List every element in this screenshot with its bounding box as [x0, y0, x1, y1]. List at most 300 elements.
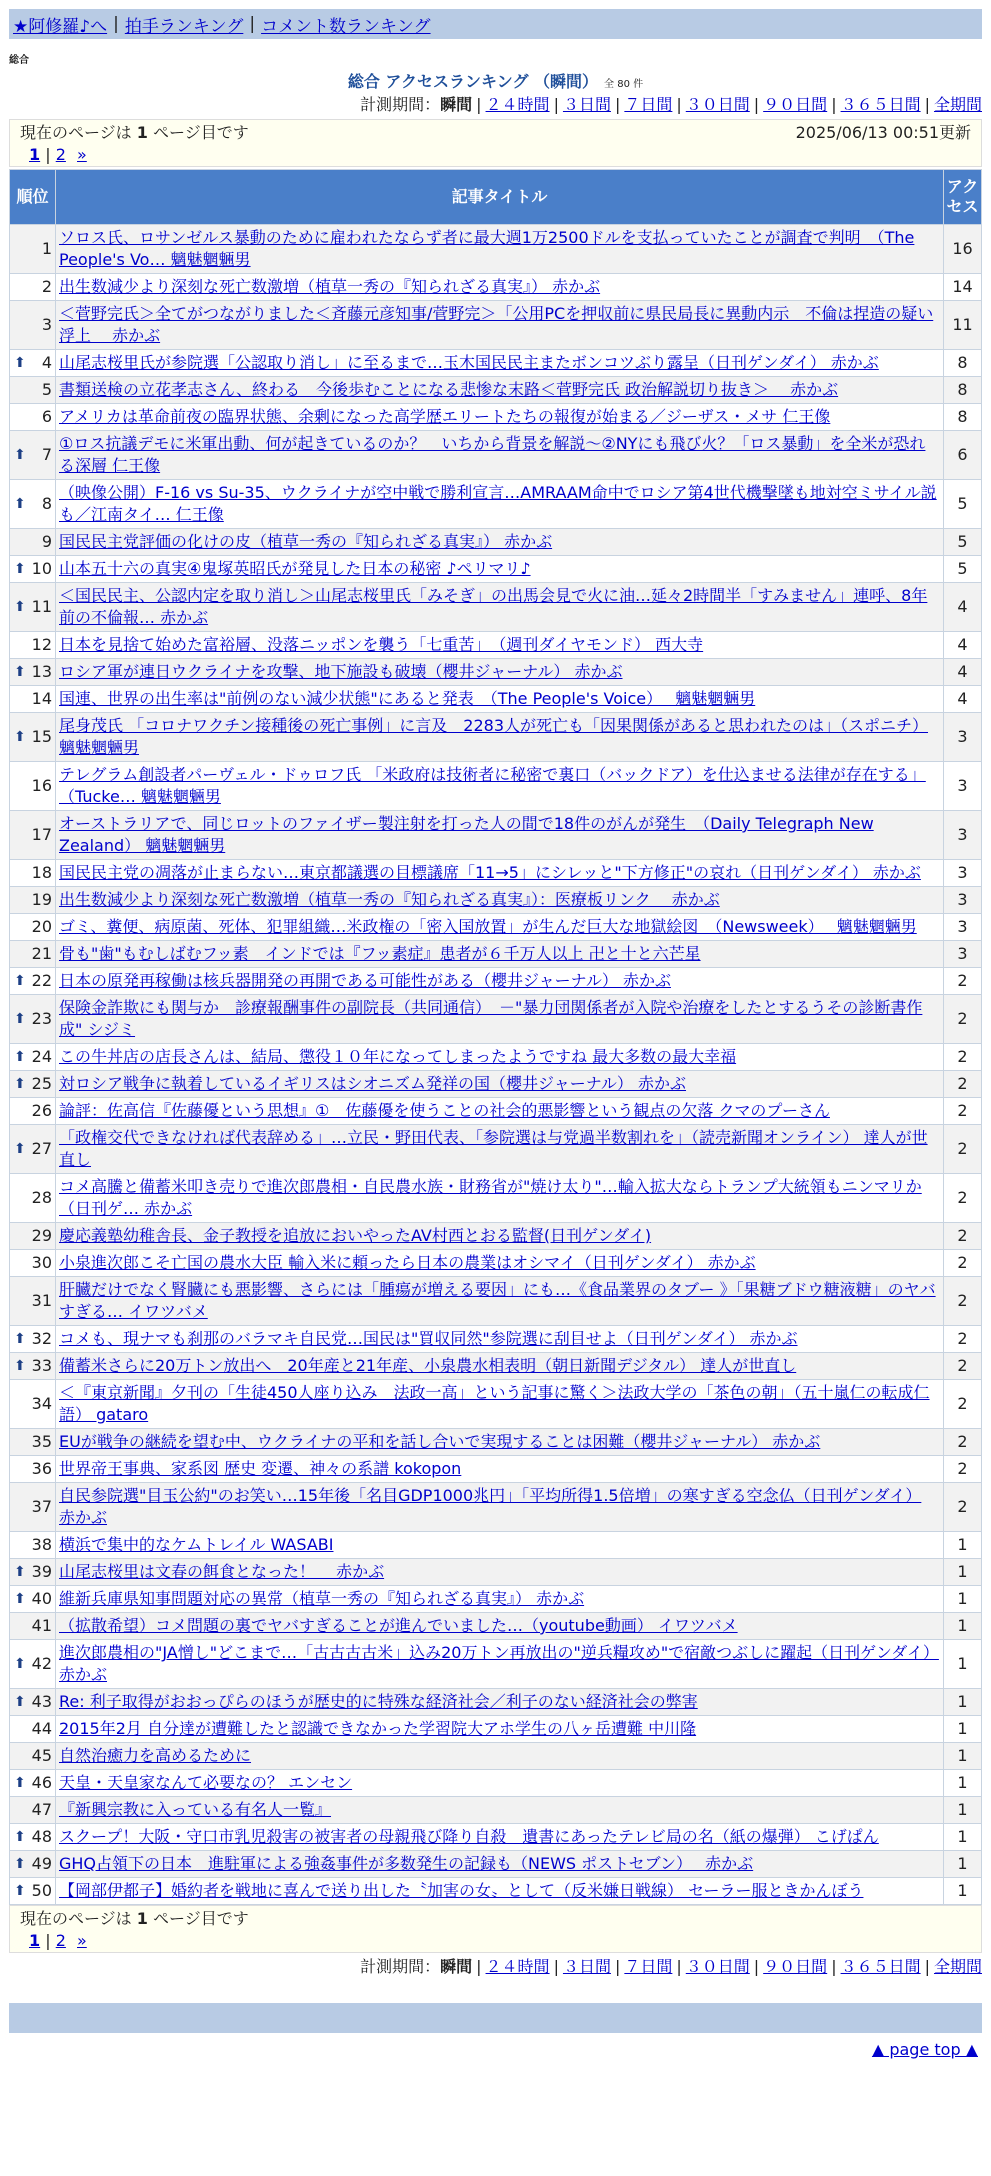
access-count: 3	[944, 941, 982, 968]
article-link[interactable]: 山尾志桜里氏が参院選「公認取り消し」に至るまで…玉木国民民主またボンコツぶり露呈（日刊ゲンダイ） 赤かぶ	[59, 353, 879, 372]
rank-cell	[10, 887, 56, 914]
up-arrow-icon: ⬆	[14, 1564, 26, 1580]
access-count: 2	[944, 1326, 982, 1353]
rank-number: 38	[31, 1535, 52, 1554]
next-page-link[interactable]: »	[77, 145, 87, 164]
access-count: 11	[944, 301, 982, 350]
table-row	[10, 1277, 982, 1326]
access-count: 8	[944, 377, 982, 404]
access-count: 1	[944, 1586, 982, 1613]
title-cell	[56, 686, 944, 713]
article-link[interactable]: 小泉進次郎こそ亡国の農水大臣 輸入米に頼ったら日本の農業はオシマイ（日刊ゲンダイ） 赤かぶ	[59, 1253, 756, 1272]
access-count: 5	[944, 529, 982, 556]
article-link[interactable]: 出生数減少より深刻な死亡数激増（植草一秀の『知られざる真実』）：医療板リンク 赤かぶ	[59, 890, 720, 909]
rank-cell	[10, 1770, 56, 1797]
access-count: 5	[944, 556, 982, 583]
access-count: 1	[944, 1770, 982, 1797]
table-row	[10, 431, 982, 480]
table-row	[10, 1716, 982, 1743]
article-link[interactable]: 慶応義塾幼稚舎長、金子教授を追放においやったAV村西とおる監督(日刊ゲンダイ)	[59, 1226, 652, 1245]
article-link[interactable]: 肝臓だけでなく腎臓にも悪影響、さらには「腫瘍が増える要因」にも…《食品業界のタブー 》「果糖ブドウ糖液糖」のヤバすぎる… イワツバメ	[59, 1280, 936, 1321]
title-cell	[56, 1250, 944, 1277]
rank-cell	[10, 1586, 56, 1613]
rank-cell	[10, 1689, 56, 1716]
article-link[interactable]: 日本を見捨て始めた富裕層、没落ニッポンを襲う「七重苦」 （週刊ダイヤモンド） 西大寺	[59, 635, 704, 654]
top-nav-bar	[9, 9, 982, 39]
article-link[interactable]: 骨も"歯"もむしばむフッ素 インドでは『フッ素症』患者が６千万人以上 卍と十と六芒星	[59, 944, 701, 963]
rank-number: 49	[31, 1854, 52, 1873]
rank-number: 41	[31, 1616, 52, 1635]
rank-number: 2	[41, 277, 52, 296]
table-row	[10, 1483, 982, 1532]
title-cell	[56, 1071, 944, 1098]
article-link[interactable]: 『新興宗教に入っている有名人一覧』	[59, 1800, 332, 1819]
page-1-link[interactable]: 1	[29, 1931, 41, 1950]
access-count: 3	[944, 811, 982, 860]
access-count: 2	[944, 1353, 982, 1380]
page-top-link[interactable]: ▲ page top ▲	[871, 2040, 978, 2059]
table-row	[10, 1851, 982, 1878]
up-arrow-icon: ⬆	[14, 1775, 26, 1791]
title-cell	[56, 1174, 944, 1223]
article-link[interactable]: 山尾志桜里は文春の餌食となった！ 赤かぶ	[59, 1562, 385, 1581]
period-separator: |	[476, 95, 482, 114]
title-cell	[56, 1824, 944, 1851]
rank-cell	[10, 686, 56, 713]
access-count: 2	[944, 1380, 982, 1429]
article-link[interactable]: コメ高騰と備蓄米叩き売りで進次郎農相・自民農水族・財務省が"焼け太り"…輸入拡大ならトランプ大統領もニンマリか（日刊ゲ… 赤かぶ	[59, 1177, 922, 1218]
rank-cell	[10, 274, 56, 301]
rank-number: 1	[41, 239, 52, 258]
article-link[interactable]: （拡散希望）コメ問題の裏でヤバすぎることが進んでいました…（youtube動画） イワツバメ	[59, 1616, 738, 1635]
nav-separator: |	[113, 14, 119, 34]
up-arrow-icon: ⬆	[14, 1694, 26, 1710]
updated-timestamp: 2025/06/13 00:51更新	[795, 123, 971, 142]
article-link[interactable]: 世界帝王事典、家系図 歴史 変遷、神々の系譜 kokopon	[59, 1459, 462, 1478]
pager-separator: |	[45, 1931, 51, 1950]
rank-cell	[10, 914, 56, 941]
period-link[interactable]: ９０日間	[763, 95, 828, 114]
table-row	[10, 713, 982, 762]
table-row	[10, 1125, 982, 1174]
rank-number: 25	[31, 1074, 52, 1093]
rank-number: 4	[41, 353, 52, 372]
page-top-row	[9, 2035, 982, 2065]
rank-cell	[10, 404, 56, 431]
article-link[interactable]: 対ロシア戦争に執着しているイギリスはシオニズム発祥の国（櫻井ジャーナル） 赤かぶ	[59, 1074, 687, 1093]
access-count: 3	[944, 762, 982, 811]
title-cell	[56, 556, 944, 583]
article-link[interactable]: 尾身茂氏 「コロナワクチン接種後の死亡事例」に言及 2283人が死亡も「因果関係があると思われたのは」（スポニチ） 魑魅魍魎男	[59, 716, 929, 757]
rank-number: 37	[31, 1497, 52, 1516]
up-arrow-icon: ⬆	[14, 1829, 26, 1845]
access-count: 4	[944, 632, 982, 659]
article-link[interactable]: Re: 利子取得がおおっぴらのほうが歴史的に特殊な経済社会／利子のない経済社会の弊害	[59, 1692, 698, 1711]
title-cell	[56, 887, 944, 914]
access-count: 1	[944, 1743, 982, 1770]
access-count: 16	[944, 225, 982, 274]
table-row	[10, 860, 982, 887]
rank-number: 14	[31, 689, 52, 708]
rank-cell	[10, 1125, 56, 1174]
table-row	[10, 941, 982, 968]
access-count: 1	[944, 1716, 982, 1743]
access-count: 2	[944, 1098, 982, 1125]
period-current: 瞬間	[440, 1957, 473, 1976]
rank-number: 45	[31, 1746, 52, 1765]
period-link[interactable]: ３６５日間	[840, 95, 921, 114]
title-cell	[56, 583, 944, 632]
rank-cell	[10, 762, 56, 811]
article-link[interactable]: ①ロス抗議デモに米軍出動、何が起きているのか？ いちから背景を解説〜②NYにも飛び火？「ロス暴動」を全米が恐れる深層 仁王像	[59, 434, 926, 475]
period-link[interactable]: ３０日間	[685, 1957, 750, 1976]
access-count: 8	[944, 350, 982, 377]
table-row	[10, 1824, 982, 1851]
table-row	[10, 1586, 982, 1613]
article-link[interactable]: 国連、世界の出生率は"前例のない減少状態"にあると発表 （The People's Voice） 魑魅魍魎男	[59, 689, 756, 708]
rank-number: 3	[41, 315, 52, 334]
table-row	[10, 1353, 982, 1380]
home-link[interactable]: ★阿修羅♪へ	[13, 16, 108, 37]
article-link[interactable]: 論評：佐高信『佐藤優という思想』① 佐藤優を使うことの社会的悪影響という観点の欠落 クマのプーさん	[59, 1101, 830, 1120]
rank-number: 47	[31, 1800, 52, 1819]
title-cell	[56, 377, 944, 404]
period-current: 瞬間	[440, 95, 473, 114]
title-cell	[56, 995, 944, 1044]
page-2-link[interactable]: 2	[55, 145, 66, 164]
period-link[interactable]: ３日間	[562, 1957, 611, 1976]
period-link[interactable]: ７日間	[624, 95, 673, 114]
pager-bottom	[9, 1905, 982, 1953]
access-count: 4	[944, 686, 982, 713]
article-link[interactable]: この牛丼店の店長さんは、結局、懲役１０年になってしまったようですね 最大多数の最大幸福	[59, 1047, 737, 1066]
article-link[interactable]: ソロス氏、ロサンゼルス暴動のために雇われたならず者に最大週1万2500ドルを支払っていたことが調査で判明 （The People's Vo… 魑魅魍魎男	[59, 228, 915, 269]
title-cell	[56, 914, 944, 941]
rank-cell	[10, 811, 56, 860]
access-count: 14	[944, 274, 982, 301]
table-row	[10, 887, 982, 914]
rank-cell	[10, 350, 56, 377]
rank-cell	[10, 1878, 56, 1905]
period-separator: |	[553, 95, 559, 114]
article-link[interactable]: ロシア軍が連日ウクライナを攻撃、地下施設も破壊（櫻井ジャーナル） 赤かぶ	[59, 662, 623, 681]
rank-cell	[10, 1429, 56, 1456]
access-count: 2	[944, 968, 982, 995]
access-count: 2	[944, 1071, 982, 1098]
rank-cell	[10, 431, 56, 480]
title-cell	[56, 1586, 944, 1613]
period-separator: |	[753, 95, 760, 114]
title-cell	[56, 1532, 944, 1559]
title-cell	[56, 225, 944, 274]
article-link[interactable]: 天皇・天皇家なんて必要なの？ エンセン	[59, 1773, 353, 1792]
article-link[interactable]: 国民民主党評価の化けの皮（植草一秀の『知られざる真実』） 赤かぶ	[59, 532, 553, 551]
period-link[interactable]: ７日間	[624, 1957, 673, 1976]
period-label: 計測期間：	[360, 1957, 441, 1976]
article-link[interactable]: ＜『東京新聞』夕刊の「生徒450人座り込み 法政一高」という記事に驚く＞法政大学の「茶色の朝」（五十嵐仁の転成仁語） gataro	[59, 1383, 930, 1424]
article-link[interactable]: 日本の原発再稼働は核兵器開発の再開である可能性がある（櫻井ジャーナル） 赤かぶ	[59, 971, 671, 990]
period-separator: |	[614, 95, 621, 114]
article-link[interactable]: 維新兵庫県知事問題対応の異常（植草一秀の『知られざる真実』） 赤かぶ	[59, 1589, 585, 1608]
up-arrow-icon: ⬆	[14, 561, 26, 577]
rank-cell	[10, 1456, 56, 1483]
access-count: 2	[944, 1277, 982, 1326]
access-count: 1	[944, 1532, 982, 1559]
up-arrow-icon: ⬆	[14, 1141, 26, 1157]
title-cell	[56, 713, 944, 762]
table-row	[10, 377, 982, 404]
up-arrow-icon: ⬆	[14, 447, 26, 463]
article-link[interactable]: 保険金詐欺にも関与か 診療報酬事件の副院長（共同通信） －"暴力団関係者が入院や治療をしたとするうその診断書作成" シジミ	[59, 998, 923, 1039]
clap-ranking-link[interactable]: 拍手ランキング	[124, 16, 244, 37]
table-row	[10, 686, 982, 713]
rank-cell	[10, 1380, 56, 1429]
article-link[interactable]: オーストラリアで、同じロットのファイザー製注射を打った人の間で18件のがんが発生 （Daily Telegraph New Zealand） 魑魅魍魎男	[59, 814, 874, 855]
article-link[interactable]: 山本五十六の真実④鬼塚英昭氏が発見した日本の秘密 ♪ペリマリ♪	[59, 559, 531, 578]
rank-cell	[10, 1483, 56, 1532]
table-row	[10, 225, 982, 274]
table-row	[10, 1613, 982, 1640]
table-row	[10, 1098, 982, 1125]
access-count: 2	[944, 1483, 982, 1532]
next-page-link[interactable]: »	[77, 1931, 87, 1950]
title-cell	[56, 1044, 944, 1071]
table-row	[10, 1878, 982, 1905]
access-count: 2	[944, 1125, 982, 1174]
period-link[interactable]: ３０日間	[685, 95, 750, 114]
table-row	[10, 1689, 982, 1716]
category-label: 総合	[9, 55, 29, 66]
article-link[interactable]: スクープ！大阪・守口市乳児殺害の被害者の母親飛び降り自殺 遺書にあったテレビ局の名（紙の爆弾） こげぱん	[59, 1827, 879, 1846]
rank-cell	[10, 968, 56, 995]
title-cell	[56, 1559, 944, 1586]
rank-cell	[10, 583, 56, 632]
title-cell	[56, 659, 944, 686]
article-link[interactable]: 国民民主党の凋落が止まらない…東京都議選の目標議席「11→5」にシレッと"下方修正"の哀れ（日刊ゲンダイ） 赤かぶ	[59, 863, 921, 882]
access-count: 1	[944, 1640, 982, 1689]
rank-number: 6	[41, 407, 52, 426]
rank-cell	[10, 1071, 56, 1098]
rank-cell	[10, 1174, 56, 1223]
title-cell	[56, 1429, 944, 1456]
rank-number: 16	[31, 776, 52, 795]
article-link[interactable]: テレグラム創設者パーヴェル・ドゥロフ氏 「米政府は技術者に秘密で裏口（バックドア）を仕込ませる法律が存在する」（Tucke… 魑魅魍魎男	[59, 765, 926, 806]
access-column-header: アクセス	[944, 170, 982, 225]
table-row	[10, 556, 982, 583]
article-link[interactable]: 「政権交代できなければ代表辞める」…立民・野田代表、「参院選は与党過半数割れを」（読売新聞オンライン） 達人が世直し	[59, 1128, 928, 1169]
title-cell	[56, 1770, 944, 1797]
rank-number: 44	[31, 1719, 52, 1738]
rank-cell	[10, 529, 56, 556]
article-link[interactable]: 備蓄米さらに20万トン放出へ 20年産と21年産、小泉農水相表明（朝日新聞デジタル） 達人が世直し	[59, 1356, 797, 1375]
period-link[interactable]: ３６５日間	[840, 1957, 921, 1976]
table-row	[10, 480, 982, 529]
rank-number: 28	[31, 1188, 52, 1207]
article-link[interactable]: EUが戦争の継続を望む中、ウクライナの平和を話し合いで実現することは困難（櫻井ジャーナル） 赤かぶ	[59, 1432, 821, 1451]
title-cell	[56, 480, 944, 529]
rank-number: 15	[31, 727, 52, 746]
period-label: 計測期間：	[360, 95, 441, 114]
table-row	[10, 404, 982, 431]
rank-cell	[10, 1044, 56, 1071]
title-cell	[56, 941, 944, 968]
period-separator: |	[553, 1957, 559, 1976]
article-link[interactable]: アメリカは革命前夜の臨界状態、余剰になった高学歴エリートたちの報復が始まる／ジーザス・メサ 仁王像	[59, 407, 831, 426]
page-title: 総合 アクセスランキング （瞬間）	[347, 72, 599, 91]
rank-cell	[10, 1559, 56, 1586]
article-link[interactable]: 出生数減少より深刻な死亡数激増（植草一秀の『知られざる真実』） 赤かぶ	[59, 277, 601, 296]
rank-number: 35	[31, 1432, 52, 1451]
period-link[interactable]: ３日間	[562, 95, 611, 114]
title-cell	[56, 968, 944, 995]
access-count: 2	[944, 1456, 982, 1483]
table-row	[10, 1071, 982, 1098]
page-2-link[interactable]: 2	[55, 1931, 66, 1950]
up-arrow-icon: ⬆	[14, 1331, 26, 1347]
article-link[interactable]: 進次郎農相の"JA憎し"どこまで…「古古古古米」込み20万トン再放出の"逆兵糧攻め"で宿敵つぶしに躍起（日刊ゲンダイ） 赤かぶ	[59, 1643, 939, 1684]
rank-cell	[10, 1640, 56, 1689]
rank-number: 18	[31, 863, 52, 882]
period-separator: |	[614, 1957, 621, 1976]
rank-cell	[10, 1098, 56, 1125]
access-count: 2	[944, 1174, 982, 1223]
nav-separator: |	[249, 14, 256, 34]
title-cell	[56, 529, 944, 556]
period-link[interactable]: 全期間	[933, 95, 982, 114]
title-cell	[56, 1353, 944, 1380]
table-row	[10, 301, 982, 350]
access-count: 5	[944, 480, 982, 529]
title-cell	[56, 1797, 944, 1824]
title-cell	[56, 1640, 944, 1689]
table-row	[10, 762, 982, 811]
access-count: 4	[944, 583, 982, 632]
article-link[interactable]: （映像公開）F-16 vs Su-35、ウクライナが空中戦で勝利宣言…AMRAAM命中でロシア第4世代機撃墜も地対空ミサイル説も／江南タイ… 仁王像	[59, 483, 937, 524]
rank-number: 12	[31, 635, 52, 654]
rank-number: 11	[31, 597, 52, 616]
rank-cell	[10, 1851, 56, 1878]
title-cell	[56, 811, 944, 860]
rank-cell	[10, 1353, 56, 1380]
pager-top	[9, 119, 982, 167]
rank-number: 30	[31, 1253, 52, 1272]
table-row	[10, 1743, 982, 1770]
up-arrow-icon: ⬆	[14, 1011, 26, 1027]
table-row	[10, 1456, 982, 1483]
up-arrow-icon: ⬆	[14, 1883, 26, 1899]
article-link[interactable]: ＜国民民主、公認内定を取り消し＞山尾志桜里氏「みそぎ」の出馬会見で火に油…延々2時間半「すみません」連呼、8年前の不倫報… 赤かぶ	[59, 586, 928, 627]
period-separator: |	[753, 1957, 760, 1976]
bottom-bar	[9, 2003, 982, 2033]
article-link[interactable]: ＜菅野完氏＞全てがつながりました＜斉藤元彦知事/菅野完＞「公用PCを押収前に県民局長に異動内示 不倫は捏造の疑い浮上 赤かぶ	[59, 304, 934, 345]
up-arrow-icon: ⬆	[14, 1656, 26, 1672]
access-count: 1	[944, 1824, 982, 1851]
period-selector-top	[9, 93, 982, 119]
access-count: 1	[944, 1851, 982, 1878]
table-row	[10, 968, 982, 995]
article-link[interactable]: 書類送検の立花孝志さん、終わる 今後歩むことになる悲惨な末路＜菅野完氏 政治解説切り抜き＞ 赤かぶ	[59, 380, 839, 399]
rank-cell	[10, 1277, 56, 1326]
article-link[interactable]: GHQ占領下の日本 進駐軍による強姦事件が多数発生の記録も（NEWS ポストセブン） 赤かぶ	[59, 1854, 754, 1873]
rank-cell	[10, 1532, 56, 1559]
table-row	[10, 1770, 982, 1797]
up-arrow-icon: ⬆	[14, 355, 26, 371]
table-row	[10, 1532, 982, 1559]
period-link[interactable]: 全期間	[933, 1957, 982, 1976]
up-arrow-icon: ⬆	[14, 973, 26, 989]
up-arrow-icon: ⬆	[14, 664, 26, 680]
title-cell	[56, 1483, 944, 1532]
title-cell	[56, 1743, 944, 1770]
article-link[interactable]: 【岡部伊都子】婚約者を戦地に喜んで送り出した〝加害の女〟として（反米嫌日戦線） セーラー服ときかんぼう	[59, 1881, 864, 1900]
rank-cell	[10, 377, 56, 404]
period-link[interactable]: ２４時間	[485, 1957, 550, 1976]
title-cell	[56, 1125, 944, 1174]
rank-cell	[10, 1326, 56, 1353]
period-link[interactable]: ９０日間	[763, 1957, 828, 1976]
up-arrow-icon: ⬆	[14, 1076, 26, 1092]
table-row	[10, 1380, 982, 1429]
rank-number: 48	[31, 1827, 52, 1846]
rank-number: 40	[31, 1589, 52, 1608]
rank-cell	[10, 995, 56, 1044]
table-row	[10, 811, 982, 860]
article-link[interactable]: 2015年2月 自分達が遭難したと認識できなかった学習院大アホ学生の八ヶ岳遭難 中川隆	[59, 1719, 697, 1738]
title-cell	[56, 404, 944, 431]
table-row	[10, 1559, 982, 1586]
rank-number: 19	[31, 890, 52, 909]
rank-cell	[10, 1223, 56, 1250]
comment-ranking-link[interactable]: コメント数ランキング	[261, 16, 431, 37]
up-arrow-icon: ⬆	[14, 1591, 26, 1607]
access-count: 1	[944, 1878, 982, 1905]
rank-number: 13	[31, 662, 52, 681]
article-link[interactable]: 自然治癒力を高めるために	[59, 1746, 252, 1765]
access-count: 1	[944, 1689, 982, 1716]
page-1-link[interactable]: 1	[29, 145, 41, 164]
rank-number: 31	[31, 1291, 52, 1310]
rank-cell	[10, 1613, 56, 1640]
article-link[interactable]: 自民参院選"目玉公約"のお笑い…15年後「名目GDP1000兆円」「平均所得1.5倍増」の寒すぎる空念仏（日刊ゲンダイ） 赤かぶ	[59, 1486, 922, 1527]
access-count: 2	[944, 1223, 982, 1250]
rank-number: 42	[31, 1654, 52, 1673]
rank-number: 36	[31, 1459, 52, 1478]
article-link[interactable]: 横浜で集中的なケムトレイル WASABI	[59, 1535, 334, 1554]
article-link[interactable]: ゴミ、糞便、病原菌、死体、犯罪組織…米政権の「密入国放置」が生んだ巨大な地獄絵図 （Newsweek） 魑魅魍魎男	[59, 917, 917, 936]
period-link[interactable]: ２４時間	[485, 95, 550, 114]
table-row	[10, 632, 982, 659]
period-separator: |	[476, 1957, 482, 1976]
rank-number: 7	[41, 445, 52, 464]
rank-number: 43	[31, 1692, 52, 1711]
table-row	[10, 1223, 982, 1250]
rank-cell	[10, 1250, 56, 1277]
table-row	[10, 1250, 982, 1277]
access-count: 8	[944, 404, 982, 431]
rank-number: 46	[31, 1773, 52, 1792]
rank-number: 5	[41, 380, 52, 399]
rank-number: 26	[31, 1101, 52, 1120]
title-cell	[56, 1613, 944, 1640]
table-row	[10, 995, 982, 1044]
title-cell	[56, 1098, 944, 1125]
article-link[interactable]: コメも、現ナマも刹那のバラマキ自民党…国民は"買収同然"参院選に刮目せよ（日刊ゲンダイ） 赤かぶ	[59, 1329, 798, 1348]
page	[0, 9, 991, 2065]
up-arrow-icon: ⬆	[14, 496, 26, 512]
title-cell	[56, 1277, 944, 1326]
period-selector-bottom	[9, 1955, 982, 1981]
title-cell	[56, 1716, 944, 1743]
